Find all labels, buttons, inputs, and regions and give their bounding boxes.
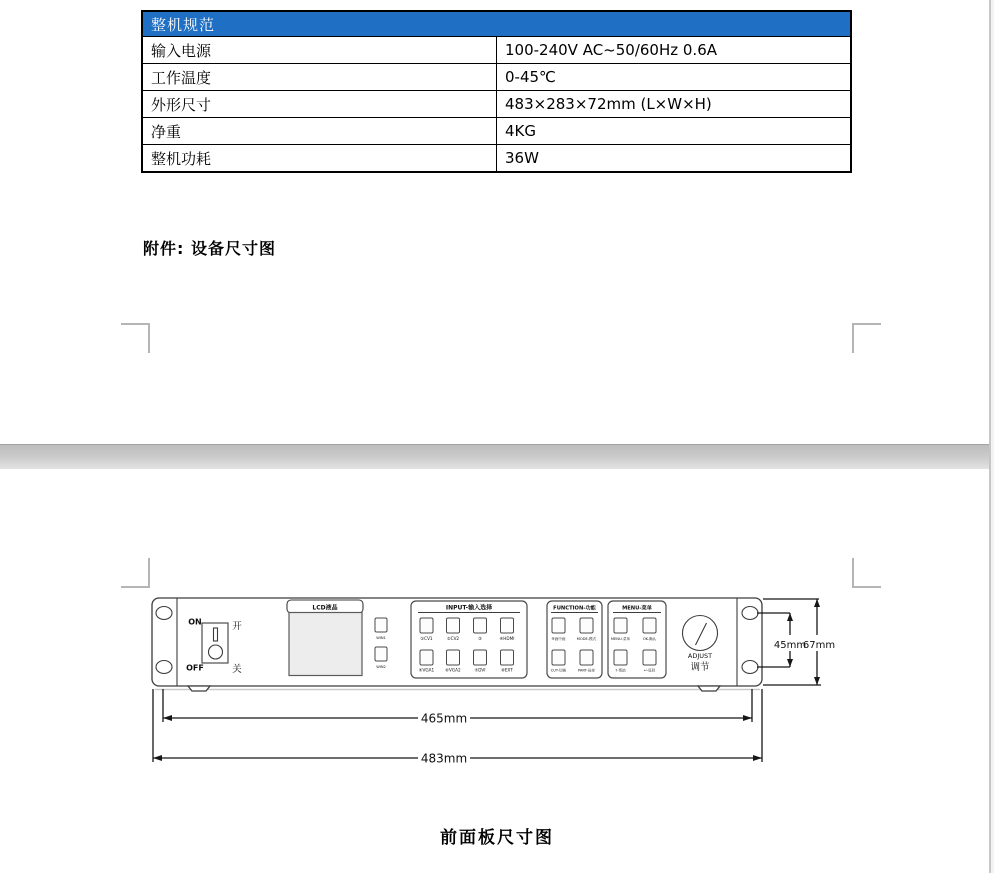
dim-483mm [153,689,762,766]
mount-hole [742,607,758,620]
menu-label: OK-确认 [642,637,657,641]
foot [188,686,210,691]
arrow-icon [163,715,172,721]
power-off-label: OFF [186,663,204,673]
margin-mark [121,586,150,588]
menu-label: ↩-返回 [643,668,656,673]
spec-table [141,10,852,173]
spec-table-title: 整机规范 [142,11,851,37]
margin-mark [148,558,150,588]
dim-67-text: 67mm [802,640,836,651]
menu-button [643,618,656,633]
input-button [501,618,514,633]
function-button [580,650,593,665]
spec-label-power: 输入电源 [142,37,497,64]
spec-label-consumption: 整机功耗 [142,145,497,173]
function-label: PART-局部 [578,668,595,673]
input-label: ⑧EXT [501,667,513,673]
power-on-label: ON [188,617,202,627]
margin-mark [148,323,150,353]
margin-mark [852,323,881,325]
table-row [142,118,851,145]
function-button [580,618,593,633]
menu-group-title: MENU-菜单 [622,605,652,612]
arrow-icon [814,599,820,607]
spec-label-size: 外形尺寸 [142,91,497,118]
win1-label: WIN1 [376,636,386,640]
input-button [447,650,460,665]
win2-button [375,647,387,661]
margin-mark [121,323,150,325]
arrow-icon [814,677,820,685]
dim-483-text: 483mm [420,751,468,766]
function-group-title: FUNCTION-功能 [553,605,596,612]
spec-label-temperature: 工作温度 [142,64,497,91]
input-label: ①CV1 [420,636,433,641]
input-button [447,618,460,633]
menu-label: MENU-菜单 [610,637,631,641]
function-button [552,650,565,665]
table-row [142,37,851,64]
margin-mark [852,558,854,588]
attachment-heading: 附件: 设备尺寸图 [143,239,276,258]
page-edge-line [989,0,991,873]
input-label: ⑦DVI [474,667,486,673]
lcd-screen [289,613,362,676]
margin-mark [852,323,854,353]
input-label: ④HDMI [499,636,515,641]
spec-value-power: 100-240V AC~50/60Hz 0.6A [497,37,852,64]
input-button [474,618,487,633]
win1-button [375,618,387,632]
spec-label-weight: 净重 [142,118,497,145]
dim-465mm [163,689,752,726]
front-panel-drawing [140,590,840,775]
menu-button [643,650,656,665]
spec-value-weight: 4KG [497,118,852,145]
arrow-icon [787,613,793,621]
input-button [420,650,433,665]
input-button [501,650,514,665]
arrow-icon [753,755,762,761]
input-button [420,618,433,633]
function-label: CUT-切换 [550,668,567,673]
power-on-cn-label: 开 [232,621,242,632]
lcd-label: LCD液晶 [312,604,338,612]
margin-mark [852,586,881,588]
dim-45-text: 45mm [773,640,807,651]
input-label: ⑥VGA2 [445,667,461,673]
win2-label: WIN2 [376,665,386,669]
table-row [142,145,851,173]
function-label: MODE-模式 [576,637,597,641]
spec-value-consumption: 36W [497,145,852,173]
arrow-icon [787,659,793,667]
menu-button [614,650,627,665]
arrow-icon [743,715,752,721]
function-label: ⑨画中画 [551,637,566,641]
spec-table-header-row [142,11,851,37]
spec-value-size: 483×283×72mm (L×W×H) [497,91,852,118]
dim-465-text: 465mm [420,711,468,726]
input-label: ③ [478,636,482,641]
mount-hole [156,661,172,674]
arrow-icon [153,755,162,761]
input-group-title: INPUT-输入选择 [445,604,493,612]
table-row [142,64,851,91]
drawing-caption: 前面板尺寸图 [440,828,554,848]
spec-value-temperature: 0-45℃ [497,64,852,91]
power-off-cn-label: 关 [232,664,242,675]
menu-button [614,618,627,633]
mount-hole [156,607,172,620]
page-break-divider [0,444,994,469]
input-label: ②CV2 [446,636,460,641]
input-label: ⑤VGA1 [418,667,435,673]
dim-45mm [757,613,806,667]
foot [698,686,720,691]
adjust-label: ADJUST [687,652,713,660]
menu-label: ?-帮助 [615,668,626,673]
mount-hole [742,661,758,674]
table-row [142,91,851,118]
function-button [552,618,565,633]
input-button [474,650,487,665]
adjust-cn-label: 调节 [690,662,710,673]
